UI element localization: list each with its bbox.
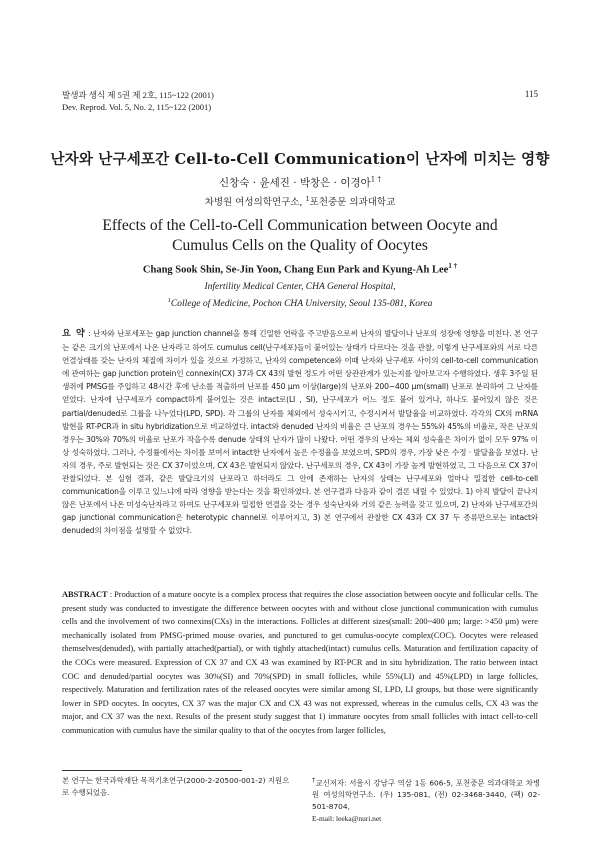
journal-header bbox=[62, 89, 214, 113]
funding-footnote: 본 연구는 한국과학재단 목적기초연구(2000-2-20500-001-2) 지원으로 수행되었음. bbox=[62, 776, 290, 797]
english-affiliation-line1: Infertility Medical Center, CHA General Hospital, bbox=[204, 282, 396, 292]
korean-abstract-text: : 난자와 난포세포는 gap junction channel을 통해 긴밀한 연락을 주고받음으로써 난자의 발달이나 난포의 성장에 영향을 미친다. 본 연구는 같은 크기의 난포에서 나온 난자라고 하여도 cumulus cell(난구세포)들이 붙어있는 상태가 다르다는 것을 관찰, 이렇게 난구세포와의 서로 다른 연결상태를 갖는 난자의 체질에 차이가 있을 것으로 가정하고, 난자의 competence와 이때 난자와 난구세포 사이의 cell-to-cell communication에 관여하는 gap junction protein인 connexin(CX) 37과 CX 43의 발현 정도가 어떤 상관관계가 있는지를 알아보고자 수행하였다. 생후 3주일 된 생쥐에 PMSG를 주입하고 48시간 후에 난소를 적출하여 난포를 450 μm 이상(large)의 난포와 200~400 μm(small) 난포로 분리하여 그 난자를 얻었다. 난자에 난구세포가 compact하게 붙어있는 것은 intact로(LI , SI), 난구세포가 어느 정도 붙어 있거나, 하나도 붙어있지 않은 것은 partial/denuded로 그룹을 나누었다(LPD, SPD). 각 그룹의 난자를 체외에서 성숙시키고, 수정시켜서 발달율을 비교하였다. 각각의 CX의 mRNA 발현을 RT-PCR과 in situ hybridization으로 비교하였다. intact와 denuded 난자의 비율은 큰 난포의 경우는 55%와 45%의 비율로, 작은 난포의 경우는 30%와 70%의 비율로 난포가 작을수록 denude 상태의 난자가 많이 나왔다. 어떤 경우의 난자는 체외 성숙율은 차이가 없이 모두 97% 이상 성숙하였다. 그러나, 수정률에서는 차이를 보여서 intact한 난자에서 높은 수정율을 보였으며, SPD의 경우, 가장 낮은 수정 · 발달율을 보였다. 난자의 경우, 주로 발현되는 것은 CX 37이었으며, CX 43은 발현되지 않았다. 난구세포의 경우, CX 43이 가장 높게 발현하였고, 그 다음으로 CX 37이 관찰되었다. 본 실험 결과, 같은 발달크기의 난포라고 하더라도 그 안에 존재하는 난자의 상태는 난구세포와 얼마나 밀접한 cell-to-cell communication을 이루고 있느냐에 따라 영향을 받는다는 것을 확인하였다. 본 연구결과 다음과 같이 결론 내릴 수 있었다. 1) 아직 발달이 끝나지 않은 난포에서 나온 미성숙난자라고 하여도 난구세포와 밀접한 연결을 갖는 경우 성숙난자와 거의 같은 능력을 갖고 있으며, 2) 난자와 난구세포간의 gap junctional communication은 heterotypic channel로 이루어지고, 3) 본 연구에서 관찰한 CX 43과 CX 37 두 종류만으로는 intact와 denuded의 차이점을 설명할 수 없었다. bbox=[62, 329, 538, 536]
korean-affiliation-sup: 1 bbox=[305, 194, 310, 203]
korean-abstract-lead: 요 약 bbox=[62, 329, 86, 339]
english-affiliation-line2-text: College of Medicine, Pochon CHA University, Seoul 135-081, Korea bbox=[170, 299, 433, 310]
journal-header-korean: 발생과 생식 제 5권 제 2호, 115~122 (2001) bbox=[62, 90, 214, 100]
correspondence-text: 교신저자: 서울시 강남구 역삼 1동 606-5, 포천중문 의과대학교 차병원 여성의학연구소. (우) 135-081, (전) 02-3468-3440, (팩) 02-501-8704, bbox=[312, 778, 540, 812]
english-abstract-text: : Production of a mature oocyte is a complex process that requires the close association between oocyte and follicular cells. The present study was conducted to investigate the difference between oocytes with and without close junctional communication with cumulus cells and the involvement of two connexins(CXs) in the interactions. Follicles at different sizes(small: 200~400 μm; large: >450 μm) were mechanically isolated from PMSG-primed mouse ovaries, and punctured to get cumulus-oocyte complex(COC). Oocytes were released themselves(denuded), with partially attached(partial), or with tightly attached(intact) cumulus cells. Maturation and fertilization capacity of the COCs were measured. Expression of CX 37 and CX 43 was examined by RT-PCR and in situ hybridization. The ratio between intact COC and denuded/partial oocytes was 30%(SI) and 70%(SPD) in small follicles, while 55%(LI) and 45%(LPD) in large follicles, respectively. Maturation and fertilization rates of the released oocytes were similar among SI, LPD, LI groups, but those were significantly lower in SPD oocytes. In oocytes, CX 37 was the major CX and CX 43 was not expressed, whereas in the cumulus cells, CX 43 was the major, and CX 37 was the next. Results of the present study suggest that 1) immature oocytes from small follicles with intact cell-to-cell communication with cumulus have the similar quality to that of the oocytes from larger follicles, bbox=[62, 590, 538, 735]
english-title-line1: Effects of the Cell-to-Cell Communication between Oocyte and bbox=[102, 217, 498, 234]
korean-affiliation-b: 포천중문 의과대학교 bbox=[309, 197, 396, 208]
english-authors-names: Chang Sook Shin, Se-Jin Yoon, Chang Eun Park and Kyung-Ah Lee bbox=[142, 264, 449, 276]
korean-authors-names: 신창숙 · 윤세진 · 박창은 · 이경아 bbox=[219, 177, 371, 189]
korean-authors-mark: 1 † bbox=[370, 175, 381, 184]
korean-abstract bbox=[62, 327, 538, 538]
english-title bbox=[0, 216, 600, 256]
footnote-divider bbox=[62, 770, 242, 771]
english-affiliation-line2 bbox=[0, 294, 600, 311]
english-abstract-lead: ABSTRACT bbox=[62, 590, 108, 599]
english-authors-mark: 1 † bbox=[448, 262, 458, 270]
page-number: 115 bbox=[524, 89, 538, 99]
correspondence-mark: † bbox=[312, 777, 316, 784]
korean-affiliation-a: 차병원 여성의학연구소, bbox=[204, 197, 306, 208]
correspondence-email: E-mail: leeka@nuri.net bbox=[312, 814, 382, 824]
korean-affiliation bbox=[0, 194, 600, 208]
korean-title: 난자와 난구세포간 Cell-to-Cell Communication이 난자에 미치는 영향 bbox=[50, 151, 550, 168]
journal-header-english: Dev. Reprod. Vol. 5, No. 2, 115~122 (2001) bbox=[62, 102, 212, 112]
english-authors bbox=[0, 262, 600, 276]
correspondence-footnote bbox=[312, 775, 540, 825]
english-title-line2: Cumulus Cells on the Quality of Oocytes bbox=[172, 237, 428, 254]
english-affiliation bbox=[0, 280, 600, 311]
english-affiliation-sup: 1 bbox=[167, 297, 171, 304]
english-abstract bbox=[62, 588, 538, 738]
korean-authors bbox=[0, 175, 600, 190]
